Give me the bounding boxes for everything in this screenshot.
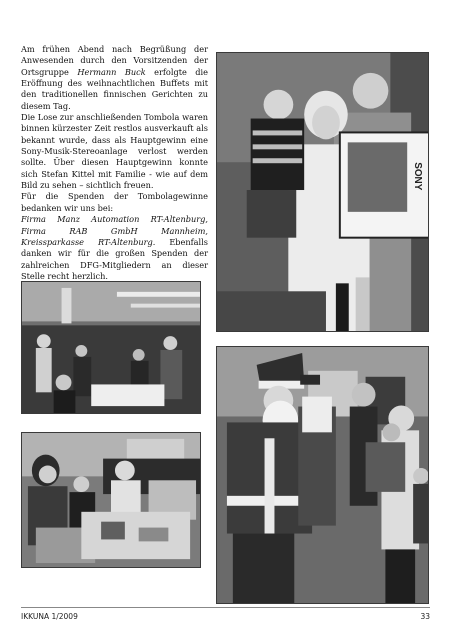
sponsor-list: Firma Manz Automation RT-Altenburg, Firma RAB GmbH Mannheim, Kreissparkasse RT-Altenburg. <box>21 214 208 247</box>
footer-rule <box>21 607 430 608</box>
page-footer <box>21 612 430 624</box>
publication-issue: IKKUNA 1/2009 <box>21 612 78 621</box>
article-text <box>21 44 208 282</box>
chairman-name: Hermann Buck <box>77 66 146 77</box>
paragraph-sponsors: Firma Manz Automation RT-Altenburg, Firma RAB GmbH Mannheim, Kreissparkasse RT-Altenburg. Ebenfalls danken wir für die großen Spenden der zahlreichen DFG-Mitgliedern an dieser Stelle recht herzlich. <box>21 214 209 281</box>
photo-buffet-room <box>21 281 201 414</box>
page-number: 33 <box>420 612 430 621</box>
photo-santa-claus <box>216 346 429 604</box>
photo-children-crafting <box>21 432 201 568</box>
paragraph-thanks: Für die Spenden der Tombolagewinne bedanken wir uns bei: <box>21 191 208 213</box>
paragraph-tombola: Die Lose zur anschließenden Tombola waren binnen kürzester Zeit restlos ausverkauft als bekannt wurde, dass als Hauptgewinn eine Sony-Musik-Stereoanlage verlost werden sollte. Über diesen Hauptgewinn konnte sich Stefan Kittel mit Familie - wie auf dem Bild zu sehen – sichtlich freuen. <box>21 112 208 191</box>
paragraph-opening: Am frühen Abend nach Begrüßung der Anwesenden durch den Vorsitzenden der Ortsgruppe Hermann Buck erfolgte die Eröffnung des weihnachtlichen Buffets mit den traditionellen finnischen Gerichten zu diesem Tag. <box>21 44 209 111</box>
sony-box-label: SONY <box>412 162 424 191</box>
photo-prize-winners <box>216 52 429 332</box>
